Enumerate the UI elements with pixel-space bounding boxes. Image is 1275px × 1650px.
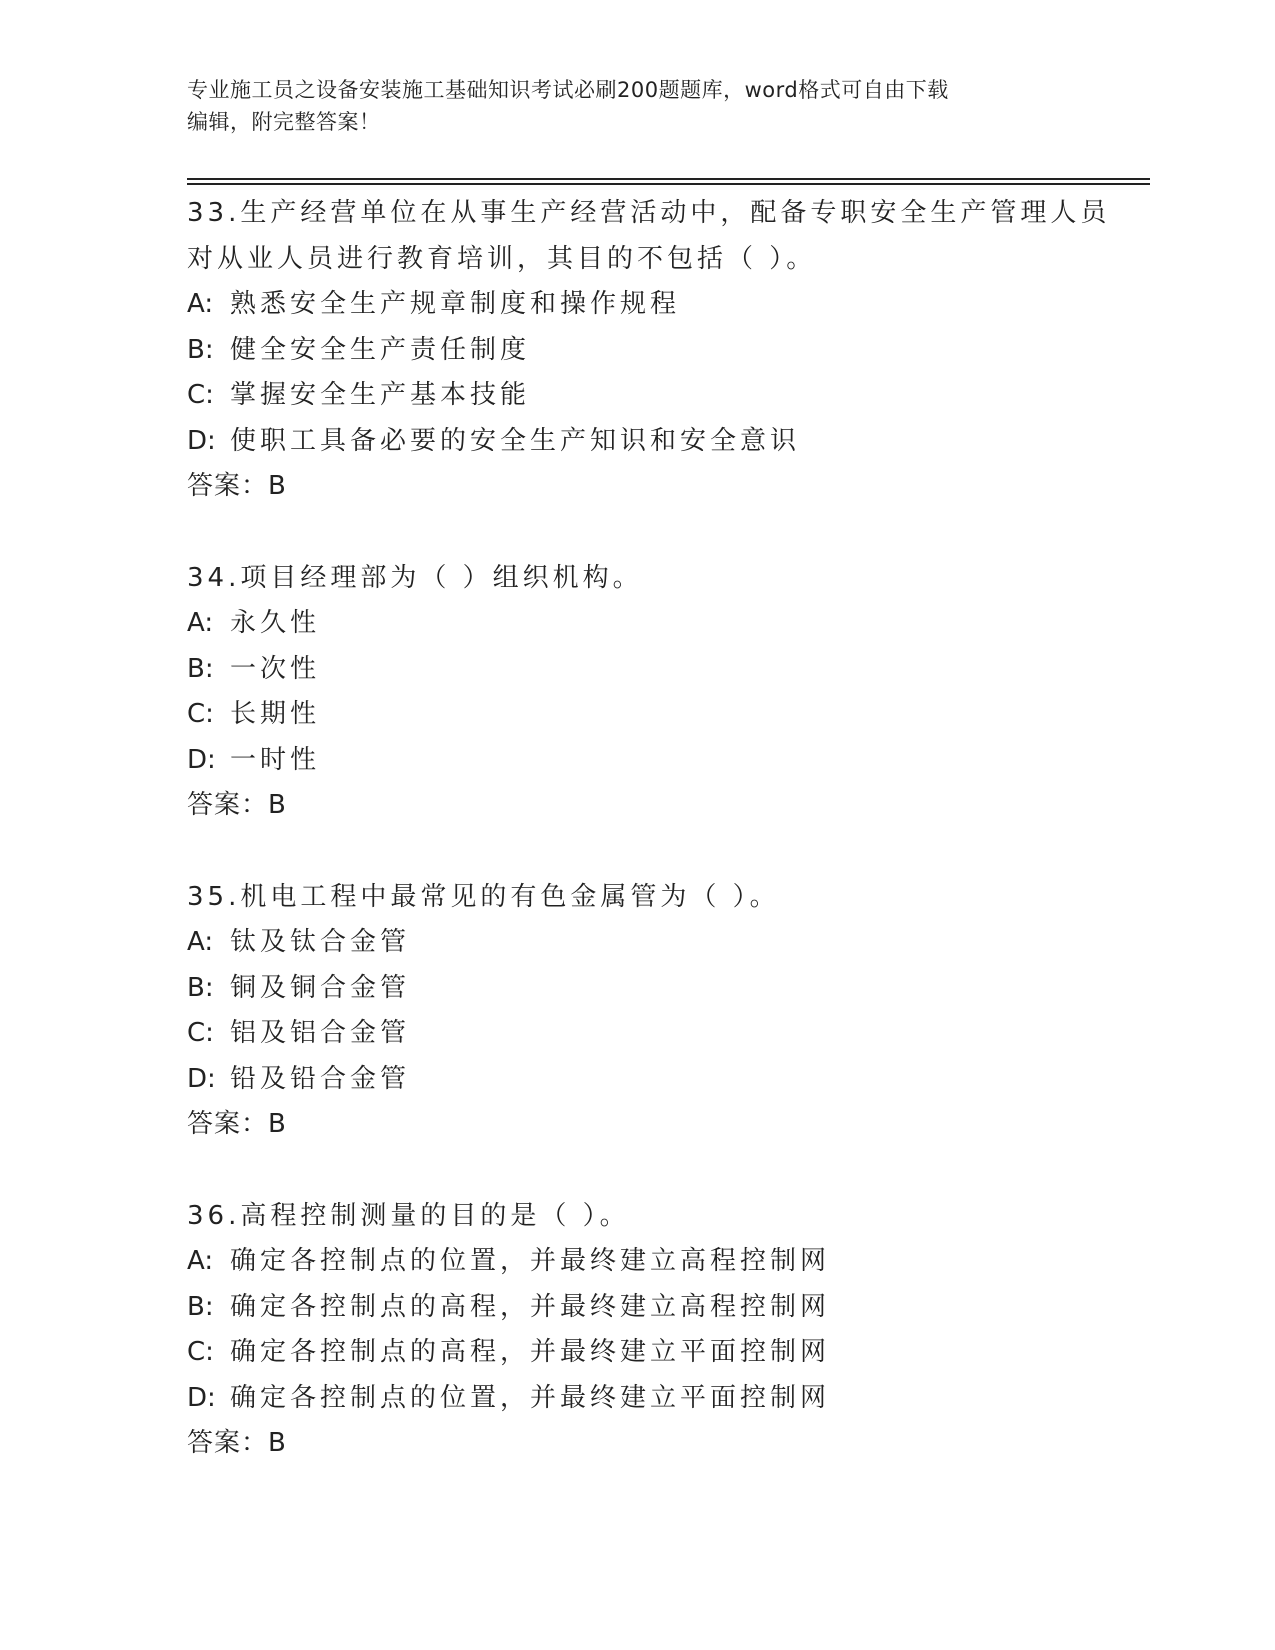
option-c	[187, 373, 1117, 419]
question-stem: 36.高程控制测量的目的是（ ）。	[187, 1200, 630, 1231]
answer-value: B	[268, 1109, 287, 1139]
answer-label: 答案：	[187, 471, 269, 501]
question-stem: 33.生产经营单位在从事生产经营活动中，配备专职安全生产管理人员	[187, 198, 1111, 228]
option-b	[187, 1285, 1117, 1331]
option-text: 铝及铝合金管	[230, 1018, 411, 1048]
option-text: 铅及铅合金管	[230, 1063, 411, 1094]
option-key: B:	[187, 972, 214, 1003]
option-a	[187, 282, 1117, 328]
question-list	[187, 191, 1117, 1513]
answer-line	[187, 464, 1117, 510]
option-a	[187, 920, 1117, 966]
option-key: D:	[187, 425, 216, 456]
question-stem: 35.机电工程中最常见的有色金属管为（ ）。	[187, 881, 780, 912]
option-text: 熟悉安全生产规章制度和操作规程	[230, 289, 681, 319]
option-d	[187, 419, 1117, 465]
option-c	[187, 1011, 1117, 1057]
option-key: C:	[187, 1337, 214, 1367]
option-key: D:	[187, 1063, 216, 1094]
option-key: C:	[187, 1018, 214, 1048]
option-text: 健全安全生产责任制度	[230, 334, 531, 365]
option-key: A:	[187, 1246, 214, 1276]
option-text: 掌握安全生产基本技能	[230, 380, 531, 410]
option-text: 一时性	[230, 744, 321, 775]
option-key: D:	[187, 1382, 216, 1413]
option-key: B:	[187, 1291, 214, 1322]
option-key: A:	[187, 927, 214, 957]
header-line-2: 编辑，附完整答案！	[187, 110, 381, 134]
question-stem-continued: 对从业人员进行教育培训，其目的不包括（ ）。	[187, 243, 817, 274]
option-b	[187, 647, 1117, 693]
answer-line	[187, 783, 1117, 829]
answer-value: B	[268, 790, 287, 820]
option-text: 确定各控制点的高程，并最终建立高程控制网	[230, 1291, 831, 1322]
option-text: 确定各控制点的高程，并最终建立平面控制网	[230, 1337, 831, 1367]
answer-label: 答案：	[187, 790, 269, 820]
question-stem: 34.项目经理部为（ ）组织机构。	[187, 562, 643, 593]
question-33	[187, 191, 1117, 510]
option-text: 永久性	[230, 608, 321, 638]
answer-value: B	[268, 1428, 287, 1458]
option-key: B:	[187, 334, 214, 365]
option-text: 确定各控制点的位置，并最终建立平面控制网	[230, 1382, 831, 1413]
option-text: 确定各控制点的位置，并最终建立高程控制网	[230, 1246, 831, 1276]
question-36	[187, 1194, 1117, 1467]
option-key: D:	[187, 744, 216, 775]
answer-label: 答案：	[187, 1428, 269, 1458]
option-b	[187, 328, 1117, 374]
header-line-1: 专业施工员之设备安装施工基础知识考试必刷200题题库，word格式可自由下载	[187, 78, 949, 102]
option-a	[187, 601, 1117, 647]
option-key: B:	[187, 653, 214, 684]
option-c	[187, 1330, 1117, 1376]
option-key: A:	[187, 289, 214, 319]
option-text: 一次性	[230, 653, 321, 684]
option-d	[187, 1057, 1117, 1103]
option-key: A:	[187, 608, 214, 638]
option-d	[187, 738, 1117, 784]
option-key: C:	[187, 699, 214, 729]
option-a	[187, 1239, 1117, 1285]
answer-value: B	[268, 471, 287, 501]
question-34	[187, 556, 1117, 829]
question-35	[187, 875, 1117, 1148]
option-text: 使职工具备必要的安全生产知识和安全意识	[230, 425, 801, 456]
option-c	[187, 692, 1117, 738]
answer-line	[187, 1421, 1117, 1467]
option-d	[187, 1376, 1117, 1422]
answer-label: 答案：	[187, 1109, 269, 1139]
option-text: 长期性	[230, 699, 321, 729]
option-key: C:	[187, 380, 214, 410]
option-text: 钛及钛合金管	[230, 927, 411, 957]
header-divider-bottom	[187, 183, 1150, 185]
header-divider-top	[187, 178, 1150, 180]
option-text: 铜及铜合金管	[230, 972, 411, 1003]
option-b	[187, 966, 1117, 1012]
document-header	[187, 74, 1067, 138]
answer-line	[187, 1102, 1117, 1148]
